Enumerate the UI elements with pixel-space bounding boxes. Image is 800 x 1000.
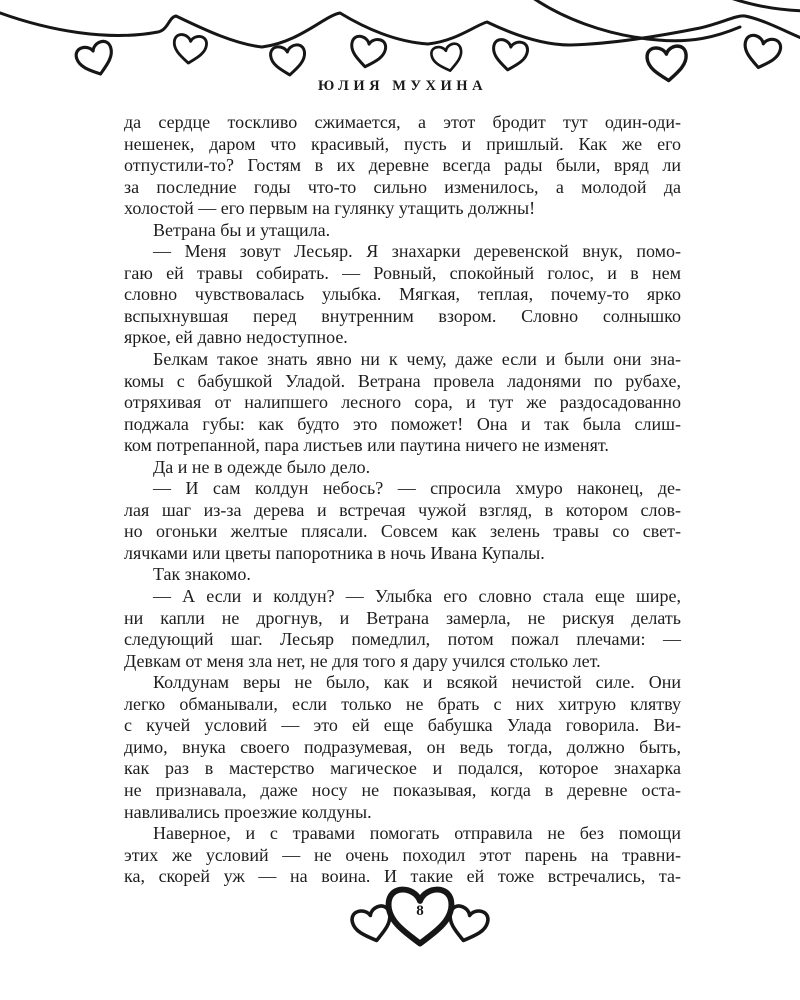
text-line: Белкам такое знать явно ни к чему, даже если и были они зна- — [153, 349, 681, 370]
text-line: словно чувствовалась улыбка. Мягкая, теплая, почему-то ярко — [124, 284, 681, 305]
text-line: ка, скорей уж — на воина. И такие ей тоже встречались, та- — [124, 866, 681, 887]
garland-heart-5 — [430, 42, 465, 73]
text-line: Ветрана бы и утащила. — [153, 219, 331, 240]
author-name: ЮЛИЯ МУХИНА — [317, 78, 488, 94]
text-line: с кучей условий — это ей еще бабушка Улада говорила. Ви- — [124, 715, 681, 736]
page-number-hearts-icon — [335, 878, 505, 960]
text-line: комы с бабушкой Уладой. Ветрана провела ладонями по рубахе, — [124, 370, 681, 391]
text-line: лячками или цветы папоротника в ночь Ивана Купалы. — [124, 542, 545, 563]
text-line: гаю ей травы собирать. — Ровный, спокойный голос, и в нем — [124, 262, 681, 283]
garland-heart-7 — [646, 45, 688, 82]
page-footer — [335, 878, 505, 960]
text-line: отпустили-то? Гостям в их деревне всегда рады были, вряд ли — [124, 155, 681, 176]
text-line: как раз в мастерство магическое и подался, которое знахарка — [124, 758, 681, 779]
body-text-container — [124, 112, 681, 888]
text-line: за последние годы что-то сильно изменилось, а молодой да — [124, 176, 681, 197]
text-line: но огоньки желтые плясали. Совсем как зелень травы со свет- — [124, 521, 681, 542]
garland-arc-1 — [522, 0, 740, 41]
text-line: Девкам от меня зла нет, не для того я дару учился столько лет. — [124, 650, 601, 671]
text-line: холостой — его первым на гулянку утащить должны! — [124, 198, 536, 219]
text-line: легко обманывали, если только не брать с них хитрую клятву — [124, 693, 681, 714]
text-line: Так знакомо. — [153, 564, 251, 585]
garland-heart-4 — [348, 35, 387, 70]
garland-heart-8 — [741, 34, 782, 71]
text-line: нешенек, даром что красивый, пусть и пришлый. Как же его — [124, 133, 681, 154]
text-line: — Меня зовут Лесьяр. Я знахарки деревенской внук, помо- — [153, 241, 681, 262]
garland-heart-6 — [491, 39, 529, 73]
text-line: этих же условий — не очень походил этот парень на травни- — [124, 844, 681, 865]
text-line: отряхивая от налипшего лесного сора, и тут же раздосадованно — [124, 392, 681, 413]
text-line: поджала губы: как будто это поможет! Она и так была слиш- — [124, 413, 681, 434]
garland-heart-3 — [270, 44, 307, 77]
text-line: — А если и колдун? — Улыбка его словно стала еще шире, — [153, 586, 681, 607]
page-number: 8 — [416, 903, 424, 919]
text-line: навливались проезжие колдуны. — [124, 801, 372, 822]
text-line: Колдунам веры не было, как и всякой нечистой силе. Они — [153, 672, 681, 693]
text-line: ни капли не дрогнув, и Ветрана замерла, не рискуя делать — [124, 607, 681, 628]
garland-heart-1 — [74, 39, 117, 79]
text-line: да сердце тоскливо сжимается, а этот бродит тут один-оди- — [124, 112, 681, 132]
garland-arc-2 — [702, 0, 800, 11]
text-line: Да и не в одежде было дело. — [153, 456, 371, 477]
text-line: — И сам колдун небось? — спросила хмуро наконец, де- — [153, 478, 681, 499]
garland-heart-2 — [172, 34, 207, 65]
text-line: димо, внука своего подразумевая, он ведь тогда, должно быть, — [124, 736, 681, 757]
text-line: следующий шаг. Лесьяр помедлил, потом пожал плечами: — — [124, 629, 681, 650]
text-line: Наверное, и с травами помогать отправила не без помощи — [153, 823, 681, 844]
text-line: не признавала, даже носу не показывая, когда в деревне оста- — [124, 779, 681, 800]
text-line: вспыхнувшая перед внутренним взором. Словно солнышко — [124, 305, 681, 326]
text-line: яркое, ей давно недоступное. — [124, 327, 348, 348]
text-line: лая шаг из-за дерева и встречая чужой взгляд, в котором слов- — [124, 499, 681, 520]
text-line: ком потрепанной, пара листьев или паутина ничего не изменят. — [124, 435, 609, 456]
